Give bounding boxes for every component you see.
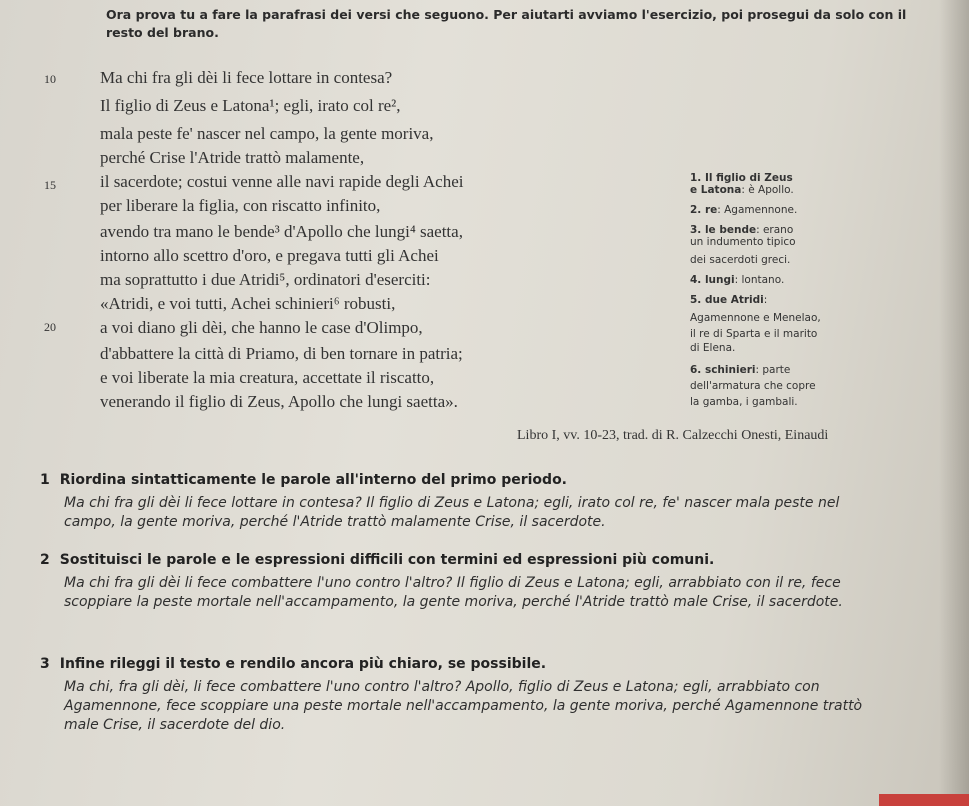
verse-line: avendo tra mano le bende³ d'Apollo che lungi⁴ saetta, bbox=[100, 222, 463, 241]
margin-note: e Latona: è Apollo. bbox=[690, 184, 794, 196]
verse-number: 10 bbox=[44, 72, 56, 86]
margin-note: Agamennone e Menelao, bbox=[690, 312, 821, 324]
margin-note: dei sacerdoti greci. bbox=[690, 254, 791, 266]
source-citation: Libro I, vv. 10-23, trad. di R. Calzecchi Onesti, Einaudi bbox=[517, 428, 829, 443]
margin-note: 4. lungi: lontano. bbox=[690, 274, 785, 286]
verse-line: d'abbattere la città di Priamo, di ben tornare in patria; bbox=[100, 344, 463, 363]
exercise-answer: Ma chi fra gli dèi li fece combattere l'uno contro l'altro? Il figlio di Zeus e Latona; egli, arrabbiato con il re, fece scoppiare la peste mortale nell'accampamento, la gente moriva, perché l'Atride trattò male Crise, il sacerdote. bbox=[64, 575, 843, 610]
verse-line: e voi liberate la mia creatura, accettate il riscatto, bbox=[100, 368, 435, 387]
verse-line: ma soprattutto i due Atridi⁵, ordinatori d'eserciti: bbox=[100, 270, 431, 289]
margin-note: un indumento tipico bbox=[690, 236, 796, 248]
exercise-number: 2 bbox=[40, 552, 50, 568]
exercise-answer: Ma chi, fra gli dèi, li fece combattere l'uno contro l'altro? Apollo, figlio di Zeus e Latona; egli, arrabbiato con Agamennone, fece scoppiare una peste mortale nell'accampamento, la gente moriva, perché Agamennone trattò male Crise, il sacerdote del dio. bbox=[64, 679, 863, 733]
exercise-title: 3 Infine rileggi il testo e rendilo ancora più chiaro, se possibile. bbox=[40, 656, 547, 672]
exercise-answer: Ma chi fra gli dèi li fece lottare in contesa? Il figlio di Zeus e Latona; egli, irato col re, fe' nascer mala peste nel campo, la gente moriva, perché l'Atride trattò malamente Crise, il sacerdote. bbox=[64, 495, 840, 530]
verse-line: perché Crise l'Atride trattò malamente, bbox=[100, 148, 365, 167]
verse-line: il sacerdote; costui venne alle navi rapide degli Achei bbox=[100, 172, 464, 191]
verse-line: per liberare la figlia, con riscatto infinito, bbox=[100, 196, 381, 215]
margin-note: 6. schinieri: parte bbox=[690, 364, 791, 376]
margin-note: 1. Il figlio di Zeus bbox=[690, 172, 793, 184]
margin-note: il re di Sparta e il marito bbox=[690, 328, 818, 340]
exercise-number: 3 bbox=[40, 656, 50, 672]
verse-line: Ma chi fra gli dèi li fece lottare in contesa? bbox=[100, 68, 393, 87]
intro-instruction: Ora prova tu a fare la parafrasi dei versi che seguono. Per aiutarti avviamo l'esercizio, poi prosegui da solo con il resto del brano. bbox=[106, 7, 907, 40]
exercise-title: 2 Sostituisci le parole e le espressioni difficili con termini ed espressioni più comuni. bbox=[40, 552, 715, 568]
margin-note: 3. le bende: erano bbox=[690, 224, 794, 236]
verse-line: venerando il figlio di Zeus, Apollo che lungi saetta». bbox=[100, 392, 458, 411]
margin-note: la gamba, i gambali. bbox=[690, 396, 798, 408]
margin-note: 5. due Atridi: bbox=[690, 294, 768, 306]
verse-line: a voi diano gli dèi, che hanno le case d'Olimpo, bbox=[100, 318, 423, 337]
verse-line: Il figlio di Zeus e Latona¹; egli, irato col re², bbox=[100, 96, 401, 115]
margin-note: 2. re: Agamennone. bbox=[690, 204, 798, 216]
page-shadow bbox=[939, 0, 969, 806]
verse-number: 15 bbox=[44, 178, 56, 192]
exercise-number: 1 bbox=[40, 472, 50, 488]
verse-number: 20 bbox=[44, 320, 56, 334]
verse-line: «Atridi, e voi tutti, Achei schinieri⁶ robusti, bbox=[100, 294, 396, 313]
exercise-title: 1 Riordina sintatticamente le parole all'interno del primo periodo. bbox=[40, 472, 568, 488]
verse-line: intorno allo scettro d'oro, e pregava tutti gli Achei bbox=[100, 246, 439, 265]
margin-note: dell'armatura che copre bbox=[690, 380, 816, 392]
page-corner-tab bbox=[879, 794, 969, 806]
margin-note: di Elena. bbox=[690, 342, 736, 354]
verse-line: mala peste fe' nascer nel campo, la gente moriva, bbox=[100, 124, 434, 143]
